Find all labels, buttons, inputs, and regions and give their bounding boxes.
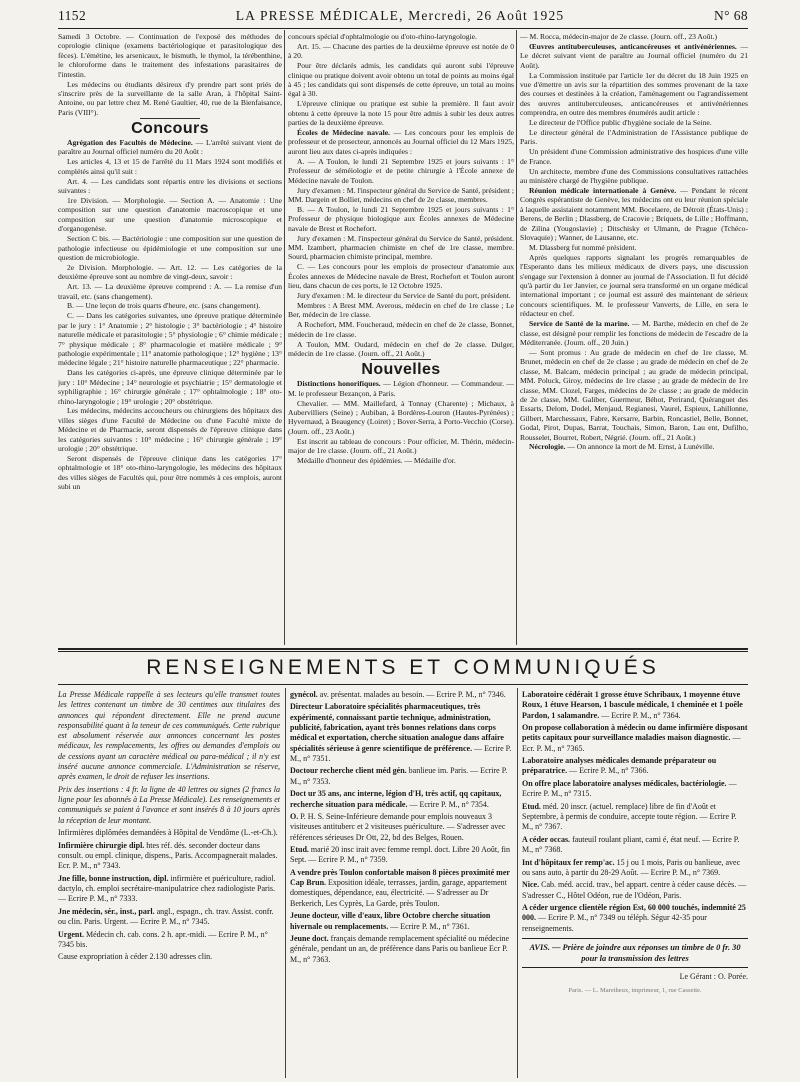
paragraph: Les médecins, médecins accoucheurs ou chirurgiens des hôpitaux des villes sièges d'une Faculté de Médecine ou d'une Faculté mixte de Médecine et de Pharmacie, seront dispensés de l'épreuve clinique dans les catégories suivantes : 10° médecine ; 16° chirurgie générale ; 19° urologie ; 20° obstétrique. xyxy=(58,406,282,454)
paragraph: C. — Les concours pour les emplois de prosecteur d'anatomie aux Écoles annexes de Médecine navale de Brest, Rochefort et Toulon auront lieu, dans chacun de ces ports, le 12 Octobre 1925. xyxy=(288,262,514,291)
classified-ad: Nice. Cab. méd. accid. trav., bel appart. centre à céder cause décès. — S'adresser C., Hôtel Odéon, rue de l'Odéon, Paris. xyxy=(522,880,747,900)
paragraph: Les articles 4, 13 et 15 de l'arrêté du 11 Mars 1924 sont modifiés et complétés ainsi qu'il suit : xyxy=(58,157,282,176)
classifieds-left xyxy=(58,690,280,1075)
paragraph: Est inscrit au tableau de concours : Pour officier, M. Thérin, médecin-major de 1re classe. (Journ. off., 21 Août.) xyxy=(288,436,514,456)
paragraph: Le directeur de l'Office public d'hygiène sociale de la Seine. xyxy=(529,118,712,128)
paragraph: Médaille d'honneur des épidémies. — Médaille d'or. xyxy=(297,455,456,465)
article-heading: Œuvres antituberculeuses, anticancéreuses et antivénériennes. xyxy=(529,41,737,51)
classifieds-intro: La Presse Médicale rappelle à ses lecteurs qu'elle transmet toutes les lettres contenant un timbre de 30 centimes aux titulaires des annonces qui répondent directement. Elle ne prend aucune responsabilité quant à la teneur de ces communiqués. Cette rubrique est absolument réservée aux annonces concernant les postes médicaux, les remplacements, les offres ou demandes d'emplois ou de cessions ayant un caractère médical ou para-médical ; il n'y est inséré aucune annonce commerciale. L'Administration se réserve, après examen, le droit de refuser les insertions. xyxy=(58,690,280,782)
classified-ad: Etud. méd. 20 inscr. (actuel. remplace) libre de fin d'Août et Septembre, à permis de conduire, accepte toute région. — Ecrire P. M., n° 7367. xyxy=(522,801,737,832)
article-lead: — Les concours pour les emplois de professeur et de prosecteur, annoncés au Journal officiel du 12 Mars 1925, auront lieu aux dates ci-après indiquées : xyxy=(288,128,514,156)
paragraph: A. — A Toulon, le lundi 21 Septembre 1925 et jours suivants : 1° Professeur de séméiologie et de petite chirurgie à l'École annexe de Médecine navale de Toulon. xyxy=(288,156,514,185)
classified-ad: On propose collaboration à médecin ou dame infirmière disposant petits capitaux pour surveillance maladies maison diagnostic. — Ecr. P. M., n° 7365. xyxy=(522,723,748,753)
classified-ad: Cause expropriation à céder 2.130 adresses clin. xyxy=(58,952,213,962)
section-rule xyxy=(58,684,748,685)
paragraph: Le directeur général de l'Administration de l'Assistance publique de Paris. xyxy=(520,128,748,147)
paragraph: Jury d'examen : M. l'inspecteur général du Service de Santé, président ; MM. Dargein et Bolliet, médecins en chef de 2e classe, membres. xyxy=(288,185,514,204)
classifieds-middle xyxy=(290,690,512,1075)
issue-number: N° 68 xyxy=(713,8,748,23)
classified-ad: Doct ur 35 ans, anc interne, légion d'H, très actif, qq capitaux, recherche situation para médicale. — Ecrire P. M., n° 7354. xyxy=(290,789,502,809)
section-title-nouvelles: Nouvelles xyxy=(361,360,441,378)
classified-ad: Directeur Laboratoire spécialités pharmaceutiques, très expérimenté, connaissant partie technique, administration, publicité, fabrication, ayant très bonnes relations dans corps médical et exportation, cherche situation analogue dans affaire spécialités sérieuse à genre scientifique de préférence. — Ecrire P. M., n° 7351. xyxy=(290,702,512,763)
paragraph: Section C bis. — Bactériologie : une composition sur une question de pathologie infectieuse ou épidémiologie et une composition sur une question de microbiologie. xyxy=(58,234,282,262)
paragraph: concours spécial d'ophtalmologie ou d'oto-rhino-laryngologie. xyxy=(288,32,477,41)
paragraph: L'épreuve clinique ou pratique est subie la première. Il faut avoir obtenu à cette épreuve la note 15 pour être admis à subir les deux autres parties de la deuxième épreuve. xyxy=(288,99,514,128)
paragraph: La Commission instituée par l'article 1er du décret du 18 Juin 1925 en vue d'émettre un avis sur la répartition des sommes provenant de la taxe des courses et destinées à la création, l'aménagement ou l'agrandissement des œuvres antituberculeuses, anticancéreuses et antivénériennes comprendra, en outre des membres énumérés audit article : xyxy=(520,70,748,118)
article-heading: Écoles de Médecine navale. xyxy=(297,128,390,138)
paragraph: A Toulon, MM. Oudard, médecin en chef de 2e classe. Dulger, médecin de 1re classe. (Journ. off., 21 Août.) xyxy=(288,339,514,358)
article-lead: — Le décret suivant vient de paraître au Journal officiel (numéro du 21 Août). xyxy=(520,41,748,70)
paragraph: M. Dlassberg fut nommé président. xyxy=(529,242,637,252)
header-rule xyxy=(58,28,748,29)
column-middle xyxy=(288,32,514,644)
article-heading: Agrégation des Facultés de Médecine. xyxy=(67,138,193,148)
classified-ad: Jeune doct. français demande remplacement spécialité ou médecine générale, pendant un an, de préférence dans Paris ou banlieue Ecr P. M., n° 7363. xyxy=(290,934,510,964)
classified-ad: A céder occas. fauteuil roulant pliant, cami é, état neuf. — Ecrire P. M., n° 7368. xyxy=(522,834,740,855)
article-heading: Service de Santé de la marine. xyxy=(529,319,630,329)
paragraph: 1re Division. — Morphologie. — Section A. — Anatomie : Une composition sur une question d'anatomie macroscopique et une composition sur une question d'anatomie microscopique et d'organogenèse. xyxy=(58,196,282,234)
paragraph: Pour être déclarés admis, les candidats qui auront subi l'épreuve clinique ou pratique doivent avoir obtenu un total de points au moins égal à 45 ; les candidats qui sont dispensés de cette épreuve, un total au moins égal à 30. xyxy=(288,61,514,99)
gerant-signature: Le Gérant : O. Porée. xyxy=(679,972,748,982)
article-heading: Nécrologie. xyxy=(529,442,566,452)
section-rule xyxy=(140,118,200,119)
paragraph: Chevalier. — MM. Maillefard, à Tonnay (Charente) ; Michaux, à Aubervilliers (Seine) ; Aubiban, à Bordères-Louron (Hautes-Pyrénées) ; Hyvernaud, à Beaugency (Loiret) ; Bover-Serra, à Porto-Vecchio (Corse). (Journ. off., 23 Août.) xyxy=(288,398,514,436)
paragraph: Art. 13. — La deuxième épreuve comprend : A. — La remise d'un travail, etc. (sans changement). xyxy=(58,282,282,301)
paragraph: Art. 15. — Chacune des parties de la deuxième épreuve est notée de 0 à 20. xyxy=(288,41,514,61)
printer-line: Paris. — L. Maretheux, imprimeur, 1, rue Cassette. xyxy=(568,987,702,995)
section-rule xyxy=(371,359,431,360)
classified-ad: gynécol. av. présentat. malades au besoin. — Ecrire P. M., n° 7346. xyxy=(290,690,506,699)
classified-ad: Jne fille, bonne instruction, dipl. infirmière et puériculture, radiol. dactylo, ch. emploi secrétaire-manipulatrice chez radiologiste Paris. — Ecrire P. M., n° 7333. xyxy=(58,873,276,904)
paragraph: Jury d'examen : M. l'inspecteur général du Service de Santé, président. MM. Izambert, pharmacien chimiste en chef de 1re classe, membre. Sourd, pharmacien chimiste principal, membre. xyxy=(288,233,514,262)
paragraph: Un président d'une Commission administrative des hospices d'une ville de France. xyxy=(520,147,748,166)
classified-ad: Infirmières diplômées demandées à Hôpital de Vendôme (L.-et-Ch.). xyxy=(58,828,278,838)
classified-ad: A vendre près Toulon confortable maison 8 pièces proximité mer Cap Brun. Exposition idéale, terrasses, jardin, garage, appartement domestiques, dépendance, eau, électricité. — S'adresser au Dr Berkerich, Les Cyprès, La Garde, près Toulon. xyxy=(290,867,510,908)
article-lead: — L'arrêté suivant vient de paraître au Journal officiel numéro du 20 Août : xyxy=(58,138,282,157)
paragraph: Art. 4. — Les candidats sont répartis entre les divisions et sections suivantes : xyxy=(58,176,282,196)
classified-list xyxy=(522,690,748,934)
classified-ad: O. P. H. S. Seine-Inférieure demande pour emplois nouveaux 3 visiteuses antituberc et 2 visiteuses puériculture. — S'adresser avec références sérieuses Dr Ott, 22, bd des Belges, Rouen. xyxy=(290,812,506,842)
paragraph: Samedi 3 Octobre. — Continuation de l'exposé des méthodes de coprologie clinique (examens bactériologique et parasitologique des fèces). L'émétine, les arsenicaux, le bismuth, le thymol, la térébenthine, le chloroforme dans le traitement des infestations parasitaires de l'intestin. xyxy=(58,32,282,79)
paragraph: Jury d'examen : M. le directeur du Service de Santé du port, président. xyxy=(297,290,511,300)
classified-ad: A céder urgence clientèle région Est, 60 000 touchés, indemnité 25 000. — Ecrire P. M., n° 7349 ou téléph. Ségur 42-35 pour renseignements. xyxy=(522,903,746,933)
paragraph: Membres : A Brest MM. Averous, médecin en chef de 1re classe ; Le Ber, médecin de 1re classe. xyxy=(288,300,514,320)
classified-ad: Int d'hôpitaux fer remp'ac. 15 j ou 1 mois, Paris ou banlieue, avec ou sans auto, à partir du 28-29 Août. — Ecrire P. M., n° 7369. xyxy=(522,857,741,877)
page-header xyxy=(58,4,748,28)
column-divider xyxy=(284,30,285,645)
section-rule-thin xyxy=(58,651,748,652)
paragraph: — Sont promus : Au grade de médecin en chef de 1re classe, M. Brunet, médecin en chef de 2e classe ; au grade de médecin en chef de 2e classe, M. Balcam, médecin principal ; au grade de médecin principal, MM. Poluck, Giroy, médecins de 1re classe ; au grade de médecin de 1re classe, MM. Clozel, Farges, médecins de 2e classe ; au grade de médecin de 2e classe, MM. Galiber, Guermeur, Béhot, Perirand, Quéranguet des Essarts, Delom, Dodel, Menjaud, Regianesi, Vaurel, Espieux, Lahillonne, Gilbert, Marchessaux, Fabre, Kersarre, Barbin, Roncastiel, Belle, Bonnet, Godal, Pirot, Dupas, Barrat, Touchais, Simon, Baron, Lau ent, Dufilho, Rousselet, Bourret, Robert, Négrié. (Journ. off., 21 Août.) xyxy=(520,347,748,442)
journal-title: LA PRESSE MÉDICALE, Mercredi, 26 Août 1925 xyxy=(235,8,565,23)
classified-ad: Etud. marié 20 insc irait avec femme rempl. doct. Libre 20 Août, fin Sept. — Ecrire P. M., n° 7359. xyxy=(290,845,510,865)
classified-ad: On offre place laboratoire analyses médicales, bactériologie. — Ecrire P. M., n° 7315. xyxy=(522,778,737,799)
classified-ad: Infirmière chirurgie dipl. htes réf. dés. seconder docteur dans consult. ou empl. clinique, dispens., Paris. Accompagnerait malades. Ecr. P. M., n° 7343. xyxy=(58,840,278,871)
classified-ad: Laboratoire cédérait 1 grosse étuve Schribaux, 1 moyenne étuve Roux, 1 étuve Hearson, 1 bascule médicale, 1 cheminée et 1 poêle Pardon, 1 salamandre. — Ecrire P. M., n° 7364. xyxy=(522,690,743,720)
column-divider xyxy=(517,688,518,1078)
column-divider xyxy=(285,688,286,1078)
avis-notice: AVIS. — Prière de joindre aux réponses un timbre de 0 fr. 30 pour la transmission des lettres xyxy=(522,938,748,968)
classified-ad: Jeune docteur, ville d'eaux, libre Octobre cherche situation hivernale ou remplacements. — Ecrire P. M., n° 7361. xyxy=(290,911,491,931)
paragraph: B. — Une leçon de trois quarts d'heure, etc. (sans changement). xyxy=(67,301,261,311)
paragraph: Les médecins ou étudiants désireux d'y prendre part sont priés de s'inscrire près de la surveillante de la salle Aran, à l'hôpital Saint-Antoine, ou par lettre chez M. René Gaultier, 40, rue de la Bienfaisance, Paris (VIII°). xyxy=(58,79,282,117)
paragraph: Seront dispensés de l'épreuve clinique dans les catégories 17° ophtalmologie et 18° oto-rhino-laryngologie, les médecins des hôpitaux des villes sièges de Facultés qui, pour être nommés à ces emplois, auront subi un xyxy=(58,453,282,492)
renseignements-title: RENSEIGNEMENTS ET COMMUNIQUÉS xyxy=(146,656,660,679)
classifieds-intro: Prix des insertions : 4 fr. la ligne de 40 lettres ou signes (2 francs la ligne pour les abonnés à La Presse Médicale). Les renseignements et communiqués se paient à l'avance et sont insérés 8 à 10 jours après la réception de leur montant. xyxy=(58,784,280,825)
article-lead: — Pendant le récent Congrès espérantiste de Genève, les médecins ont eu leur réunion spéciale à laquelle assistaient notamment MM. Bocelaere, de Détroit (États-Unis) ; Berens, de Berlin ; Dlassberg, de Cracovie ; Briquets, de Lille ; Hoffmann, de Zilina (Yougoslavie) ; Ditschisky et Ulmann, de Prague (Tchéco-Slovaquie) ; Wanner, de Lausanne, etc. xyxy=(520,186,748,243)
article-lead: — M. Barthe, médecin en chef de 2e classe, est désigné pour remplir les fonctions de médecin de l'escadre de la Méditerranée. (Journ. off., 20 Juin.) xyxy=(520,319,748,347)
paragraph: A Rochefort, MM. Foucheraud, médecin en chef de 2e classe, Bonnet, médecin de 1re classe. xyxy=(288,320,514,339)
paragraph: C. — Dans les catégories suivantes, une épreuve pratique déterminée par le jury : 1° Anatomie ; 2° histologie ; 3° bactériologie ; 4° histoire naturelle médicale et parasitologie ; 5° physiologie ; 6° chimie médicale ; 7° physique médicale ; 8° pharmacologie et matière médicale ; 9° pathologie expérimentale ; 11° anatomie pathologique ; 12° hygiène ; 13° médecine légale ; 21° histoire naturelle pharmaceutique ; 22° pharmacie. xyxy=(58,311,282,368)
article-heading: Distinctions honorifiques. xyxy=(297,379,381,389)
classified-ad: Laboratoire analyses médicales demande préparateur ou préparatrice. — Ecrire P. M., n° 7366. xyxy=(522,756,717,776)
classified-ad: Jne médecin, sér., inst., parl. angl., espagn., ch. trav. Assist. confr. ou clin. Paris. Urgent. — Ecrire P. M., n° 7345. xyxy=(58,906,274,927)
paragraph: B. — A Toulon, le lundi 21 Septembre 1925 et jours suivants : 1° Professeur de physique biologique aux Écoles annexes de Médecine navale de Brest et Rochefort. xyxy=(288,204,514,233)
paragraph: — M. Rocca, médecin-major de 2e classe. (Journ. off., 23 Août.) xyxy=(520,32,718,41)
article-lead: — On annonce la mort de M. Ernst, à Lunéville. xyxy=(565,442,715,452)
section-rule-thick xyxy=(58,648,748,650)
paragraph: Un architecte, membre d'une des Commissions consultatives rattachées au ministère chargé de l'hygiène publique. xyxy=(520,166,748,186)
paragraph: 2e Division. Morphologie. — Art. 12. — Les catégories de la deuxième épreuve sont au nombre de vingt-deux, savoir : xyxy=(58,262,282,282)
column-right xyxy=(520,32,748,644)
section-title-concours: Concours xyxy=(131,119,209,137)
classified-ad: Urgent. Médecin ch. cab. cons. 2 h. apr.-midi. — Ecrire P. M., n° 7345 bis. xyxy=(58,929,268,949)
article-lead: — Légion d'honneur. — Commandeur. — M. le professeur Bezançon, à Paris. xyxy=(288,379,514,398)
page-number: 1152 xyxy=(58,8,87,23)
column-divider xyxy=(516,30,517,645)
article-heading: Réunion médicale internationale à Genève. xyxy=(529,186,677,195)
column-left xyxy=(58,32,282,644)
classified-ad: Doctour recherche client méd gén. banlieue im. Paris. — Ecrire P. M., n° 7353. xyxy=(290,766,508,786)
paragraph: Dans les catégories ci-après, une épreuve clinique déterminée par le jury : 10° Médecine ; 14° neurologie et psychiatrie ; 15° dermatologie et syphiligraphie ; 16° chirurgie générale ; 17° ophtalmologie ; 18° oto-rhino-laryngologie ; 19° urologie ; 20° obstétrique. xyxy=(58,368,282,406)
classifieds-right xyxy=(522,690,748,1075)
paragraph: Après quelques rapports signalant les progrès remarquables de l'Esperanto dans les milieux médicaux de divers pays, une discussion s'engage sur l'extension à donner au journal de l'Association. Il fut décidé qu'à partir du 1er Janvier, ce journal sera transformé en un organe médical international important ; ce journal est assuré des maintenant de sérieux concours scientifiques. M. le professeur Vanverts, de Lille, en sera le rédacteur en chef. xyxy=(520,252,748,319)
